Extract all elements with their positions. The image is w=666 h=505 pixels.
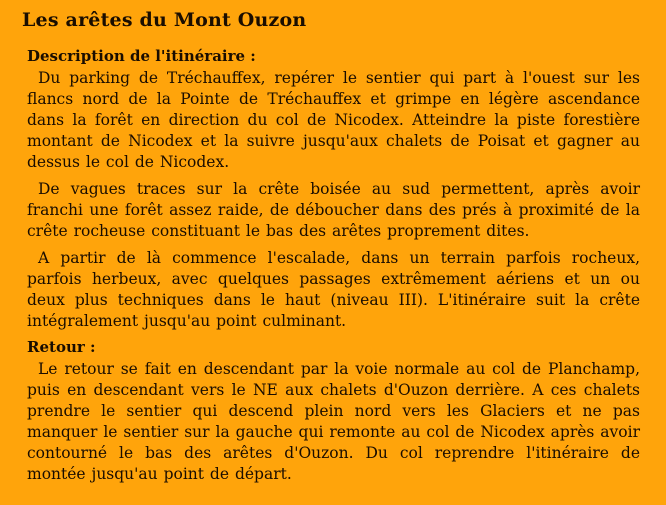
section-return (22, 338, 640, 485)
section-heading-return: Retour : (27, 338, 96, 356)
itinerary-paragraph-1: Du parking de Tréchauffex, repérer le sentier qui part à l'ouest sur les flancs nord de la Pointe de Tréchauffex et grimpe en légère ascendance dans la forêt en direction du col de Nicodex. Atteindre la piste forestière montant de Nicodex et la suivre jusqu'aux chalets de Poisat et gagner au dessus le col de Nicodex. (27, 69, 640, 171)
itinerary-paragraph-2: De vagues traces sur la crête boisée au sud permettent, après avoir franchi une forêt assez raide, de déboucher dans des prés à proximité de la crête rocheuse constituant le bas des arêtes proprement dites. (27, 180, 640, 240)
page-title: Les arêtes du Mont Ouzon (22, 9, 307, 31)
section-heading-itinerary: Description de l'itinéraire : (27, 47, 256, 65)
itinerary-paragraph-3: A partir de là commence l'escalade, dans un terrain parfois rocheux, parfois herbeux, avec quelques passages extrêmement aériens et un ou deux plus techniques dans le haut (niveau III). L'itinéraire suit la crête intégralement jusqu'au point culminant. (27, 249, 640, 330)
section-itinerary (22, 47, 640, 332)
return-paragraph-1: Le retour se fait en descendant par la voie normale au col de Planchamp, puis en descendant vers le NE aux chalets d'Ouzon derrière. A ces chalets prendre le sentier qui descend plein nord vers les Glaciers et ne pas manquer le sentier sur la gauche qui remonte au col de Nicodex après avoir contourné le bas des arêtes d'Ouzon. Du col reprendre l'itinéraire de montée jusqu'au point de départ. (27, 360, 640, 483)
